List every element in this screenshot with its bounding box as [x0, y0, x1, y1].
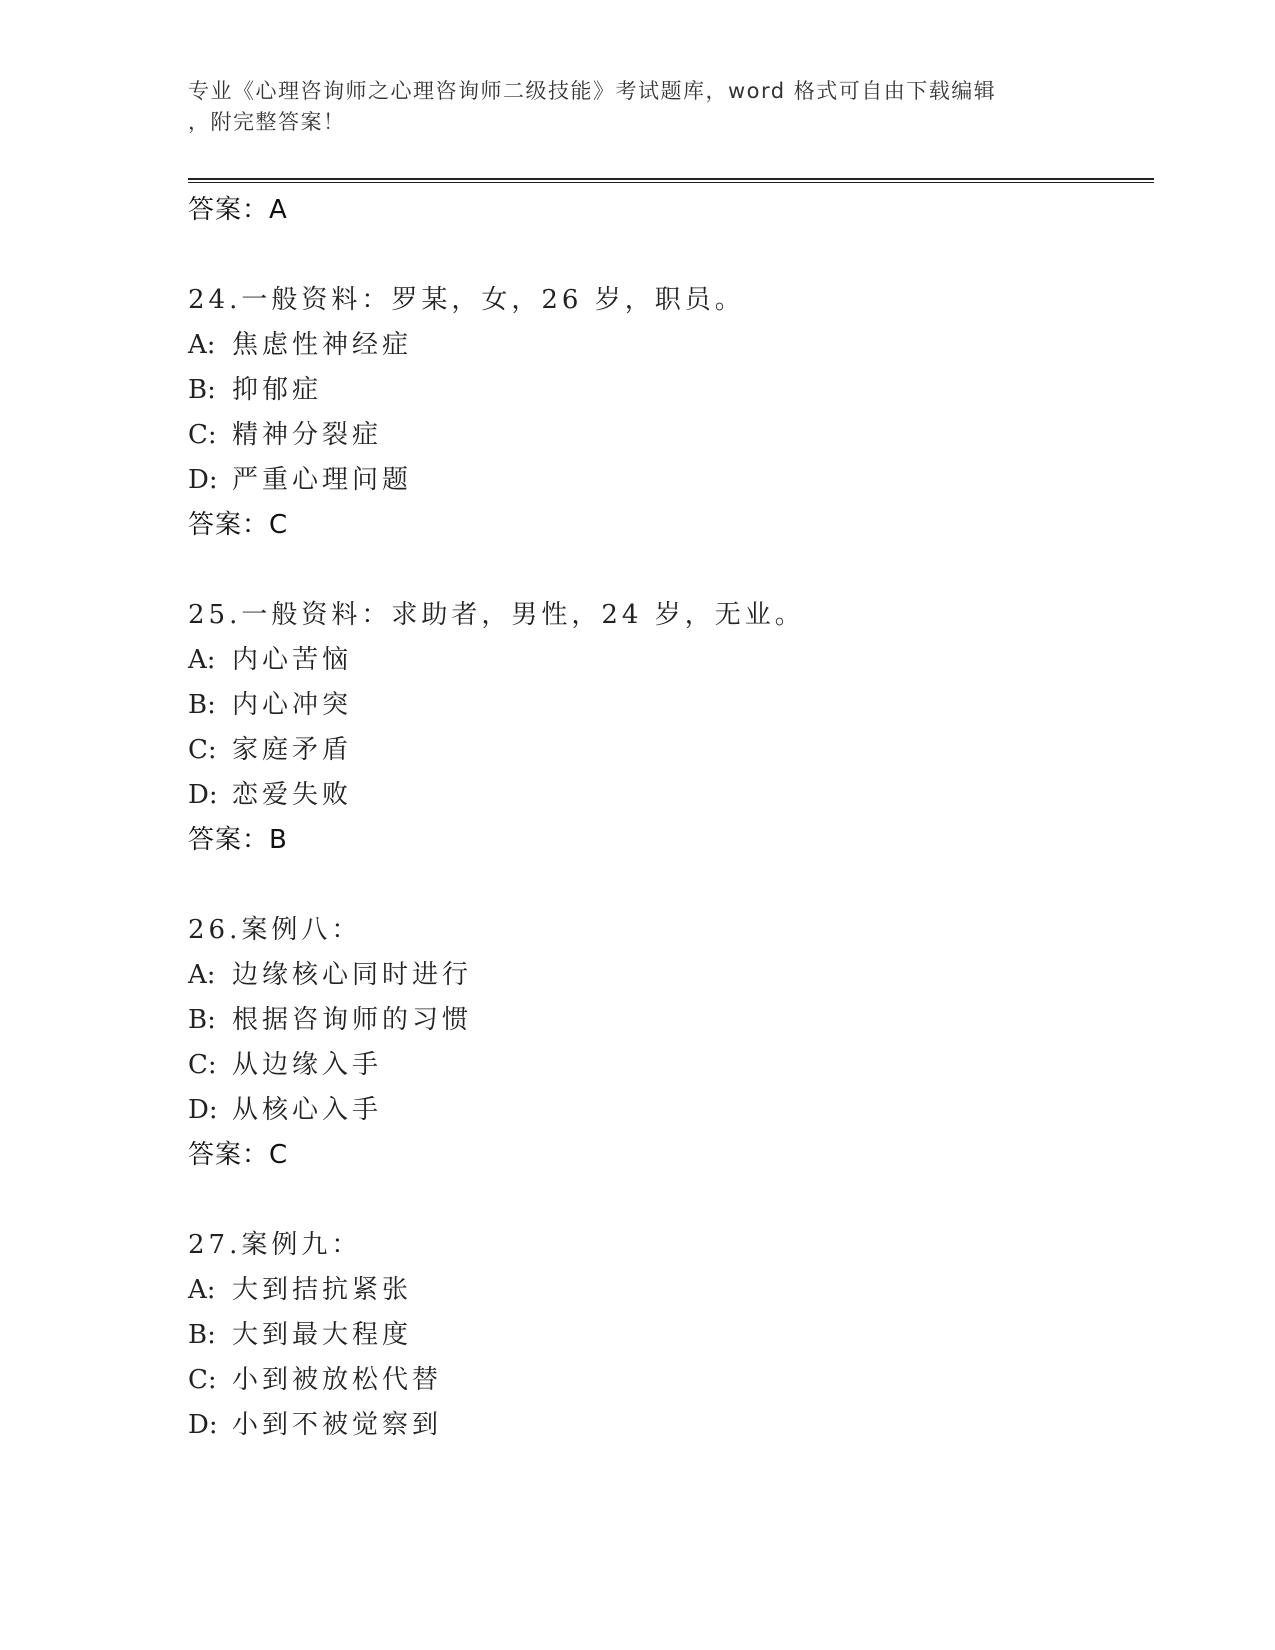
option-a — [188, 1268, 1148, 1313]
question-24 — [188, 278, 1148, 548]
option-text: 小到不被觉察到 — [232, 1410, 443, 1440]
question-stem: 27.案例九： — [188, 1230, 362, 1260]
header-divider — [188, 178, 1154, 183]
option-letter: D: — [188, 780, 218, 810]
option-letter: B: — [188, 690, 216, 720]
question-stem: 26.案例八： — [188, 915, 362, 945]
option-letter: B: — [188, 1005, 216, 1035]
option-d — [188, 773, 1148, 818]
question-25 — [188, 593, 1148, 863]
answer-value: C — [269, 1140, 289, 1170]
option-a — [188, 638, 1148, 683]
option-text: 边缘核心同时进行 — [232, 960, 473, 990]
question-list — [188, 188, 1148, 1448]
option-text: 家庭矛盾 — [232, 735, 353, 765]
answer-label: 答案： — [188, 195, 270, 225]
option-b — [188, 1313, 1148, 1358]
option-text: 从边缘入手 — [232, 1050, 383, 1080]
option-text: 内心苦恼 — [232, 645, 353, 675]
option-text: 根据咨询师的习惯 — [232, 1005, 473, 1035]
option-text: 大到最大程度 — [232, 1320, 413, 1350]
option-text: 内心冲突 — [232, 690, 353, 720]
answer-line — [188, 1133, 1148, 1178]
answer-value: C — [269, 510, 289, 540]
page-header — [188, 76, 1088, 138]
option-c — [188, 413, 1148, 458]
header-line-1: 专业《心理咨询师之心理咨询师二级技能》考试题库，word 格式可自由下载编辑 — [188, 79, 997, 103]
option-text: 大到拮抗紧张 — [232, 1275, 413, 1305]
option-letter: A: — [188, 960, 216, 990]
option-text: 从核心入手 — [232, 1095, 383, 1125]
option-letter: A: — [188, 645, 216, 675]
option-c — [188, 728, 1148, 773]
option-letter: A: — [188, 1275, 216, 1305]
option-letter: C: — [188, 1365, 217, 1395]
answer-value: A — [269, 195, 288, 225]
answer-line — [188, 188, 1148, 233]
option-letter: B: — [188, 1320, 216, 1350]
option-d — [188, 1403, 1148, 1448]
option-b — [188, 998, 1148, 1043]
answer-label: 答案： — [188, 825, 270, 855]
answer-line — [188, 818, 1148, 863]
option-a — [188, 323, 1148, 368]
answer-value: B — [269, 825, 288, 855]
option-letter: B: — [188, 375, 216, 405]
option-text: 严重心理问题 — [232, 465, 413, 495]
option-b — [188, 683, 1148, 728]
option-d — [188, 458, 1148, 503]
option-letter: A: — [188, 330, 216, 360]
option-b — [188, 368, 1148, 413]
option-letter: C: — [188, 1050, 217, 1080]
option-c — [188, 1358, 1148, 1403]
option-letter: C: — [188, 420, 217, 450]
option-letter: D: — [188, 1095, 218, 1125]
option-letter: D: — [188, 1410, 218, 1440]
option-letter: C: — [188, 735, 217, 765]
option-text: 小到被放松代替 — [232, 1365, 443, 1395]
option-text: 精神分裂症 — [232, 420, 383, 450]
answer-label: 答案： — [188, 510, 270, 540]
option-c — [188, 1043, 1148, 1088]
option-text: 恋爱失败 — [232, 780, 353, 810]
option-a — [188, 953, 1148, 998]
question-stem: 24.一般资料：罗某，女，26 岁，职员。 — [188, 285, 745, 315]
option-letter: D: — [188, 465, 218, 495]
option-text: 抑郁症 — [232, 375, 323, 405]
question-stem: 25.一般资料：求助者，男性，24 岁，无业。 — [188, 600, 805, 630]
question-27 — [188, 1223, 1148, 1448]
option-text: 焦虑性神经症 — [232, 330, 413, 360]
answer-label: 答案： — [188, 1140, 270, 1170]
answer-line — [188, 503, 1148, 548]
question-26 — [188, 908, 1148, 1178]
option-d — [188, 1088, 1148, 1133]
header-line-2: ，附完整答案！ — [188, 110, 346, 134]
